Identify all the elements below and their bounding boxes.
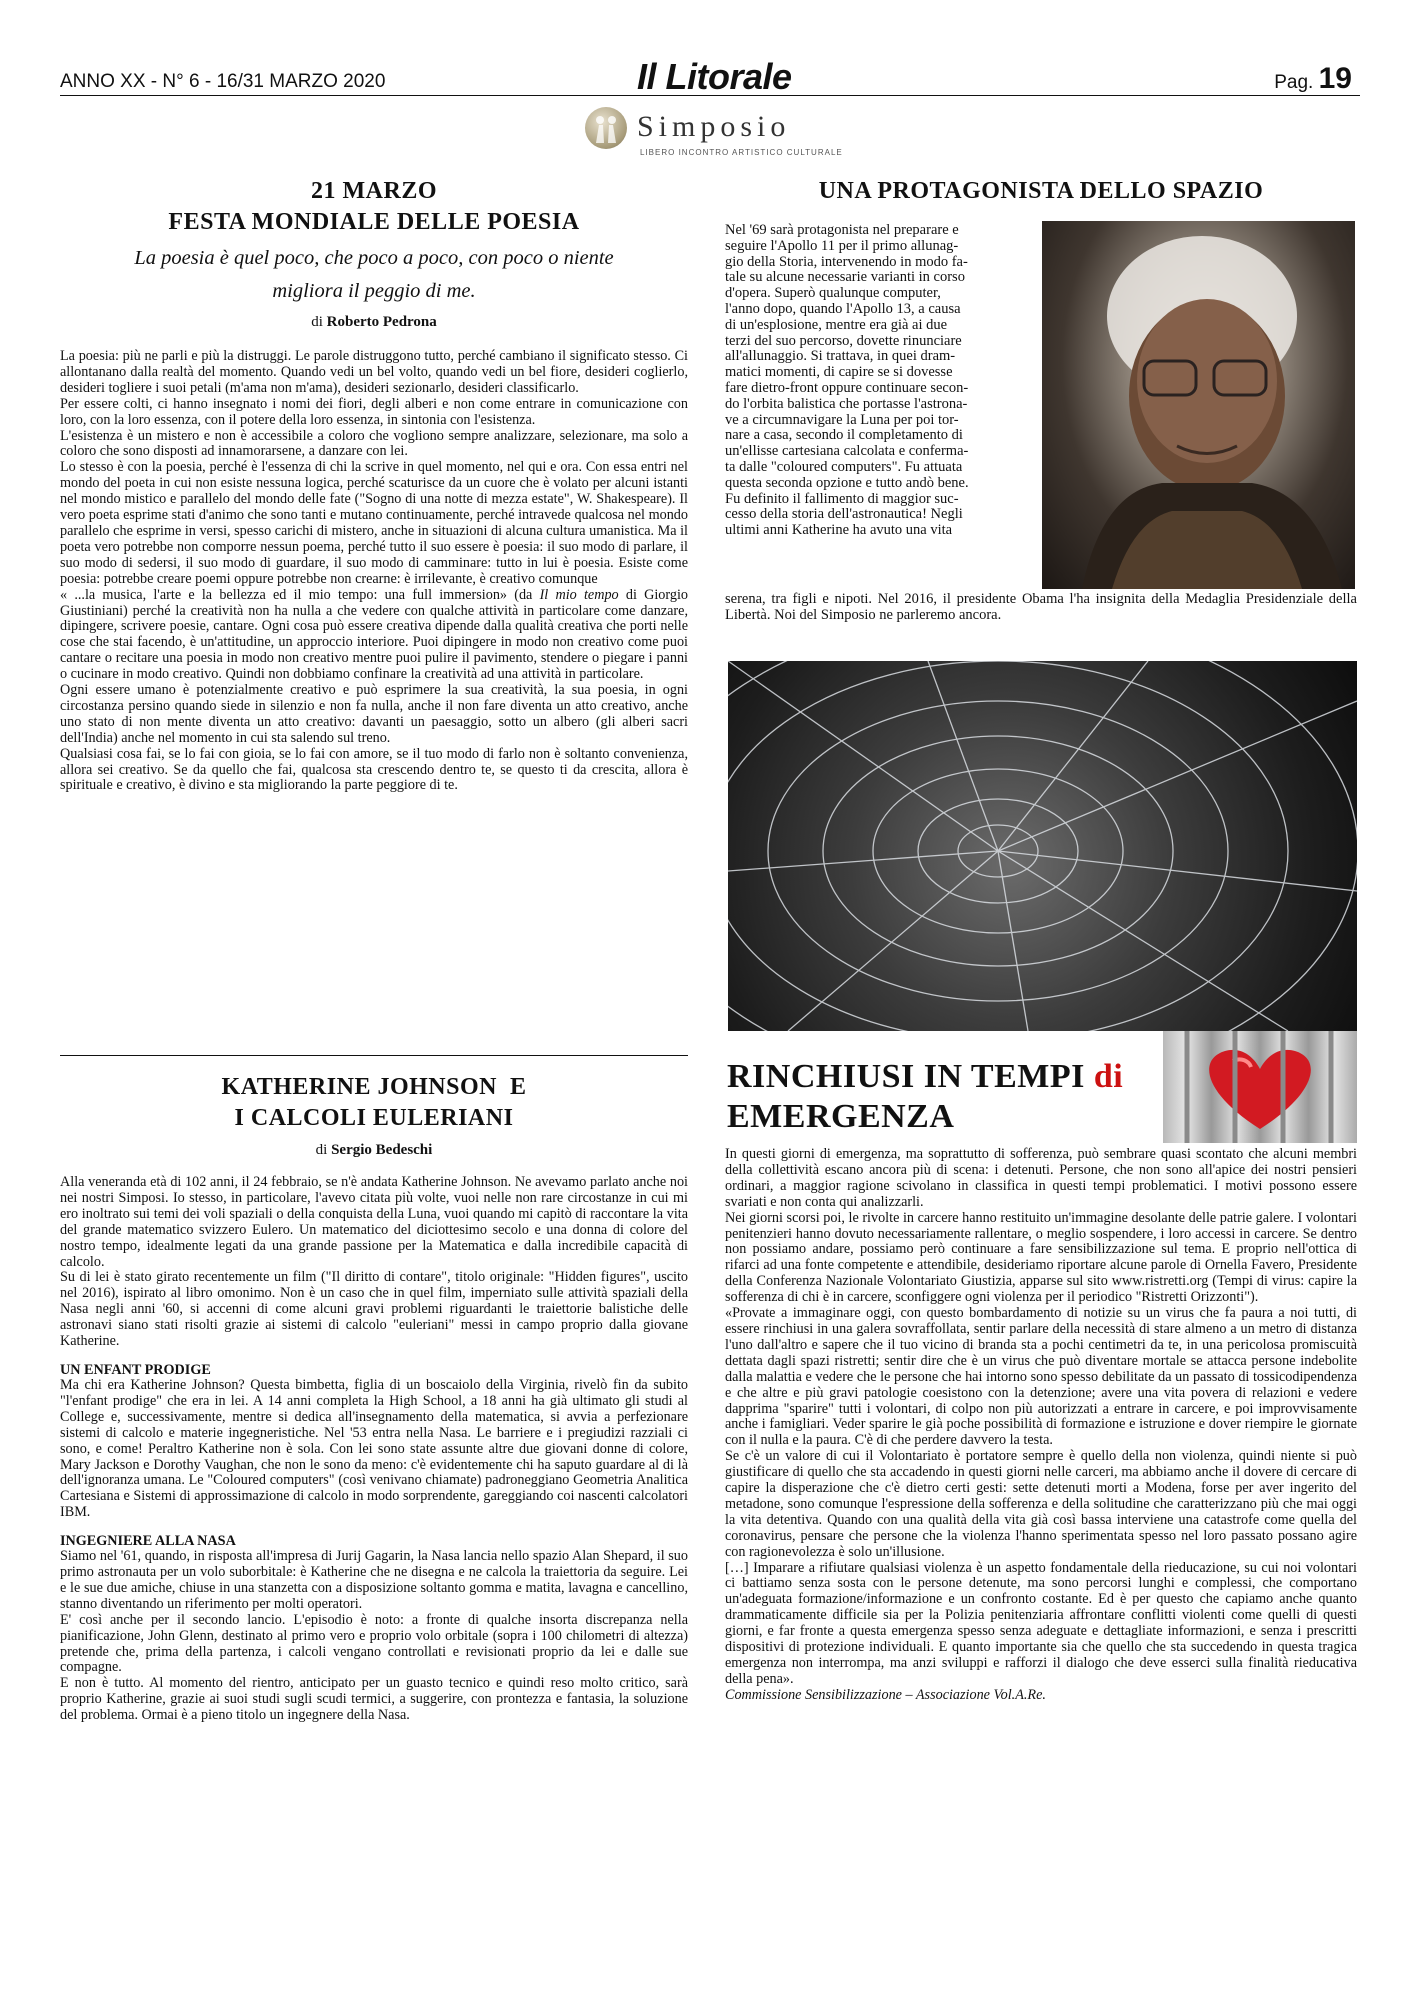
protagonista-tail: serena, tra figli e nipoti. Nel 2016, il presidente Obama l'ha insignita della Medaglia Presidenziale della Libertà. Noi del Simposio ne parleremo ancora.	[725, 591, 1357, 623]
katherine-johnson-photo	[1042, 221, 1355, 589]
text-line: tale su alcune necessarie varianti in corso	[725, 269, 965, 286]
text-line: un'ellisse cartesiana calcolata e conferma-	[725, 443, 969, 460]
text-line: ultimi anni Katherine ha avuto una vita	[725, 522, 953, 539]
poesia-quote-2: migliora il peggio di me.	[272, 280, 476, 302]
subheading: UN ENFANT PRODIGE	[60, 1361, 211, 1378]
paragraph	[60, 588, 688, 683]
johnson-title-2: I CALCOLI EULERIANI	[234, 1105, 514, 1131]
text-line: Fu definito il fallimento di maggior suc-	[725, 490, 959, 507]
paragraph: In questi giorni di emergenza, ma soprattutto di sofferenza, può sembrare quasi scontato che alcuni membri della collettività escano ancora più di scena: i detenuti. Persone, che non sono all'apice dei nostri pensieri ordinari, a maggior ragione scivolano in classifica in questi tempi problematici. I motivi possono essere svariati e non conta qui analizzarli.	[725, 1146, 1357, 1210]
paragraph: Ogni essere umano è potenzialmente creativo e può esprimere la sua creatività, la sua poesia, in ogni circostanza persino quando siede in silenzio e non fa nulla, anche il non fare diventa un atto creativo, anche uno stato di non mente diventa un atto creativo: davanti un paesaggio, sotto un albero (gli alberi sacri dell'India) anche nel momento in cui sta salendo sul treno.	[60, 682, 688, 746]
text-line: nare a casa, secondo il completamento di	[725, 427, 963, 444]
paragraph: La poesia: più ne parli e più la distruggi. Le parole distruggono tutto, perché cambiano il significato stesso. Ci allontanano dalla realtà del momento. Quando vedi un bel volto, quando vedi un bel fiore, desideri coglierlo, desideri togliere i suoi petali (m'ama non m'ama), desideri sezionarlo, desideri classificarlo.	[60, 348, 688, 396]
paragraph: Alla veneranda età di 102 anni, il 24 febbraio, se n'è andata Katherine Johnson. Ne avevamo parlato anche noi nei nostri Simposi. Io stesso, in particolare, l'avevo citata più volte, vuoi nelle non rare circostanze in cui mi ero inoltrato sui temi dei voli spaziali o della conquista della Luna, vuoi quando mi capitò di raccontare la vita del grande matematico svizzero Eulero. Un matematico del diciottesimo secolo e una donna di colore del nostro tempo, idealmente legati da una grande passione per la Matematica e dalla incredibile capacità di calcolo.	[60, 1174, 688, 1270]
text-line: Nel '69 sarà protagonista nel preparare e	[725, 222, 959, 238]
text-line: di un'esplosione, mentre era già ai due	[725, 316, 948, 333]
paragraph: E' così anche per il secondo lancio. L'episodio è noto: a fronte di qualche insorta discrepanza nella pianificazione, John Glenn, destinato al primo vero e proprio volo orbitale (sopra i 100 chilometri di altezza) pretende che, prima della partenza, i calcoli vengano controllati e revisionati proprio da lei e dalle sue compagne.	[60, 1611, 688, 1676]
issue-info: ANNO XX - N° 6 - 16/31 MARZO 2020	[60, 71, 386, 92]
johnson-title-1: KATHERINE JOHNSON E	[221, 1074, 527, 1100]
text-line: l'anno dopo, quando l'Apollo 13, a causa	[725, 300, 961, 317]
paragraph: Siamo nel '61, quando, in risposta all'impresa di Jurij Gagarin, la Nasa lancia nello spazio Alan Shepard, il suo primo astronauta per un volo suborbitale: è Katherine che ne disegna e ne calcola la traiettoria da seguire. Lei e le sue due amiche, chiuse in una stanzetta con a disposizione soltanto gomma e matita, lavagna e cancellino, stanno diventando un riferimento per molti operatori.	[60, 1548, 688, 1612]
johnson-author: Sergio Bedeschi	[331, 1142, 433, 1158]
page-label: Pag.	[1274, 72, 1314, 93]
portrait-illustration	[1042, 221, 1355, 589]
paragraph: Se c'è un valore di cui il Volontariato è portatore sempre è quello della non violenza, quindi niente si può giustificare di quello che sta accadendo in questi giorni nelle carceri, ma abbiamo anche il dovere di cercare di capire la disperazione che c'è dietro certi gesti: sette detenuti morti a Modena, forse per aver ingerito del metadone, sono comunque l'espressione della sofferenza e della solitudine che caratterizzano più che mai oggi la vita detentiva. Quando con una qualità della vita già così bassa interviene una catastrofe come quella del coronavirus, pensare che persone che la violenza l'hanno sperimentata spesso nel loro passato possano agire con ragionevolezza è solo un'illusione.	[725, 1448, 1357, 1560]
web-illustration	[728, 661, 1357, 1031]
text-line: questa seconda opzione e tutto andò bene.	[725, 474, 969, 491]
text-line: matici momenti, di capire se si dovesse	[725, 364, 953, 381]
text-line: ta dalle "coloured computers". Fu attuata	[725, 458, 963, 475]
paragraph: Qualsiasi cosa fai, se lo fai con gioia, se lo fai con amore, se il tuo modo di farlo non è soltanto convenienza, allora sei creativo. Se da quello che fai, qualcosa sta crescendo dentro te, se questo ti da crescita, allora è spirituale e creativo, è divino e sta migliorando la parte peggiore di te.	[60, 745, 688, 794]
article-johnson	[60, 1072, 688, 1724]
masthead-title: Il Litorale	[637, 56, 792, 97]
column-separator	[60, 1055, 688, 1056]
figures-icon	[585, 107, 627, 149]
text-line: gio della Storia, intervenendo in modo fa-	[725, 253, 968, 270]
rinchiusi-title-1: RINCHIUSI IN TEMPI	[727, 1058, 1085, 1095]
paragraph: L'esistenza è un mistero e non è accessibile a coloro che vogliono sempre analizzare, selezionare, ma solo a coloro che sono disposti ad innamorarsene, a danzare con lei.	[60, 427, 688, 460]
spider-web-photo	[728, 661, 1357, 1031]
text-line: cesso della storia dell'astronautica! Negli	[725, 506, 963, 523]
heart-icon	[1163, 1031, 1357, 1143]
text-line: all'allunaggio. Si trattava, in quei dram-	[725, 348, 956, 365]
text-line: ve a circumnavigare la Luna per poi tor-	[725, 411, 959, 428]
paragraph: Lo stesso è con la poesia, perché è l'essenza di chi la scrive in quel momento, nel qui e ora. Con essa entri nel mondo del poeta in cui non esiste nessuna logica, perché scaturisce da un cuore che è volato per alcuni istanti nel mondo mistico e parallelo del mondo delle fate ("Sogno di una notte di mezza estate", W. Shakespeare). Il vero poeta esprime stati d'animo che sono tanti e mutano continuamente, perché intravede qualcosa nel mondo parallelo che esprime in versi, spesso carichi di mistero, anche in situazioni di alcuna cultura umanistica. Ma il poeta vero potrebbe non comporre nessun poema, perché tutto il suo essere è poesia: il suo modo di parlare, il suo modo di sedersi, il suo modo di guardare, il suo modo di camminare: tutto in lui è poesia. Esiste come poesia: potrebbe creare poemi oppure potrebbe non crearne: è irrilevante, è creativo comunque	[60, 459, 688, 587]
paragraph: Ma chi era Katherine Johnson? Questa bimbetta, figlia di un boscaiolo della Virginia, rivelò fin da subito "l'enfant prodige" che era in lei. A 14 anni completa la High School, a 18 anni ha già ultimato gli studi al College e, successivamente, mentre si dedica all'insegnamento della matematica, si avvia a perfezionare sistemi di calcolo e materie ingegneristiche. Nel '53 entra nella Nasa. Le barriere e i pregiudizi razziali ci sono, e come! Peraltro Katherine non è sola. Con lei sono state assunte altre due giovani donne di colore, Mary Jackson e Dorothy Vaughan, che non le sono da meno: c'è evidentemente chi ha saputo guardare al di là dell'ignoranza umana. Le "Coloured computers" (così venivano chiamate) padroneggiano Geometria Analitica Cartesiana e Sistemi di approssimazione di calcolo in modo sorprendente, gareggiando coi nascenti calcolatori IBM.	[60, 1376, 688, 1521]
subheading: INGEGNIERE ALLA NASA	[60, 1533, 236, 1550]
paragraph: «Provate a immaginare oggi, con questo bombardamento di notizie su un virus che fa paura a noi tutti, di essere rinchiusi in una galera sovraffollata, sentir parlare della necessità di stare almeno a un metro di distanza l'uno dall'altro e sapere che il tuo vicino di branda sta a pochi centimetri da te, in una pericolosa promiscuità dettata dagli spazi ristretti; sentir dire che è un virus che può diventare mortale se attacca persone indebolite dalla malattia e vedere che le persone che hai intorno sono spesso debilitate da un passato di tossicodipendenza e che altre e più gravi patologie coesistono con la detenzione; avere una vita povera di relazioni e vedere dapprima "sparire" tutti i volontari, di colpo non più autorizzati a entrare in carcere, e poi improvvisamente anche i famigliari. Veder sparire le già poche possibilità di formazione e istruzione e dover riempire le giornate con il nulla e la paura. C'è di che perdere davvero la testa.	[725, 1305, 1357, 1449]
protagonista-column-text	[725, 223, 1030, 539]
article-protagonista	[725, 176, 1357, 207]
article-poesia	[60, 176, 688, 794]
heart-behind-bars-image	[1163, 1031, 1357, 1143]
section-name: Simposio	[637, 110, 791, 143]
text-line: seguire l'Apollo 11 per il primo allunag-	[725, 237, 959, 254]
paragraph: E non è tutto. Al momento del rientro, anticipato per un guasto tecnico e quindi reso molto critico, sarà proprio Katherine, grazie ai suoi studi sugli scudi termici, a suggerire, con prontezza e fantasia, la soluzione del problema. Ormai è a pieno titolo un ingegnere della Nasa.	[60, 1675, 688, 1724]
text-span: di Giorgio Giustiniani) perché la creatività non ha nulla a che vedere con qualche attività in particolare come danzare, dipingere, scrivere poesie, cantare. Ogni cosa può essere creativa dipende dalla qualità creativa che porti nelle cose che stai facendo, è un'attitudine, un approccio interiore. Puoi dipingere in modo non creativo come puoi cantare o recitare una poesia in modo non creativo mentre puoi pulire il pavimento, stendere o piegare i panni o cucinare in modo creativo. Quindi non dobbiamo confinare la creatività ad una attività in particolare.	[60, 586, 688, 683]
poesia-body	[60, 349, 688, 794]
poesia-quote-1: La poesia è quel poco, che poco a poco, con poco o niente	[134, 247, 614, 269]
paragraph: Nei giorni scorsi poi, le rivolte in carcere hanno restituito un'immagine desolante delle patrie galere. I volontari penitenzieri hanno dovuto necessariamente rallentare, o meglio sospendere, i loro accessi in carcere. Se dentro non possiamo andare, possiamo però continuare a fare sensibilizzazione sul tema. E proprio nell'ottica di rifarci ad una fonte competente e attendibile, desideriamo riportare alcune parole di Ornella Favero, Presidente della Conferenza Nazionale Volontariato Giustizia, apparse sul sito www.ristretti.org (Tempi di virus: capire la sofferenza di chi è in carcere, sconfiggere ogni violenza per il periodico "Ristretti Orizzonti").	[725, 1209, 1357, 1306]
johnson-byline	[60, 1142, 688, 1159]
page-number: 19	[1318, 62, 1352, 95]
simposio-emblem	[585, 107, 627, 149]
paragraph: […] Imparare a rifiutare qualsiasi violenza è un aspetto fondamentale della rieducazione, su cui noi volontari ci battiamo senza sosta con le persone detenute, ma sono percorsi lunghi e complessi, che comportano un'adeguata formazione/informazione e un confronto costante. Ed è per questo che capiamo anche quanto drammaticamente difficile sia per la Polizia penitenziaria affrontare conflitti violenti come quelli di questi giorni, e far fronte a questa emergenza spesso senza adeguate e dettagliate informazioni, e senza i prescritti dispositivi di protezione individuali. E quanto importante sia che quello che sta succedendo in questa tragica emergenza non interrompa, ma anzi sviluppi e rafforzi il dialogo che deve esserci sulla finalità rieducativa della pena».	[725, 1559, 1357, 1687]
protagonista-title: UNA PROTAGONISTA DELLO SPAZIO	[818, 178, 1264, 204]
text-line: terzi del suo percorso, dovette rinunciare	[725, 332, 962, 349]
poesia-title-1: 21 MARZO	[311, 178, 437, 204]
rinchiusi-body	[725, 1147, 1357, 1704]
section-tagline: LIBERO INCONTRO ARTISTICO CULTURALE	[640, 148, 843, 157]
rinchiusi-title	[727, 1057, 1123, 1137]
rinchiusi-title-2: EMERGENZA	[727, 1098, 955, 1135]
byline-prefix: di	[315, 1142, 328, 1158]
byline-prefix: di	[311, 314, 323, 330]
text-line: do l'orbita balistica che portasse l'astrona-	[725, 395, 968, 412]
text-line: d'opera. Superò qualunque computer,	[725, 285, 941, 302]
poesia-title-2: FESTA MONDIALE DELLE POESIA	[168, 209, 580, 235]
text-span: « ...la musica, l'arte e la bellezza ed il mio tempo: una full immersion» (da	[60, 586, 540, 603]
paragraph: Su di lei è stato girato recentemente un film ("Il diritto di contare", titolo originale: "Hidden figures", uscito nel 2016), ispirato al libro omonimo. Non è un caso che in quel film, imperniato sulle attività spaziali della Nasa negli anni '60, si accenni di come alcuni gravi problemi riguardanti le traiettorie balistiche delle astronavi siano stati risolti grazie ai sistemi di calcolo "euleriani" messi in campo proprio dalla giovane Katherine.	[60, 1269, 688, 1350]
poesia-author: Roberto Pedrona	[326, 314, 437, 330]
header-rule	[60, 95, 1360, 96]
text-line: fare dietro-front oppure continuare secon-	[725, 379, 969, 396]
signature: Commissione Sensibilizzazione – Associazione Vol.A.Re.	[725, 1686, 1046, 1703]
poesia-byline	[60, 314, 688, 331]
paragraph: Per essere colti, ci hanno insegnato i nomi dei fiori, degli alberi e non come entrare in comunicazione con loro, con la loro essenza, con il potere della loro essenza, in sintonia con l'esistenza.	[60, 395, 688, 428]
protagonista-lines	[725, 223, 1030, 539]
page-number-block	[1274, 62, 1352, 96]
book-title: Il mio tempo	[539, 586, 619, 603]
johnson-body	[60, 1175, 688, 1724]
rinchiusi-title-di: di	[1093, 1058, 1124, 1095]
